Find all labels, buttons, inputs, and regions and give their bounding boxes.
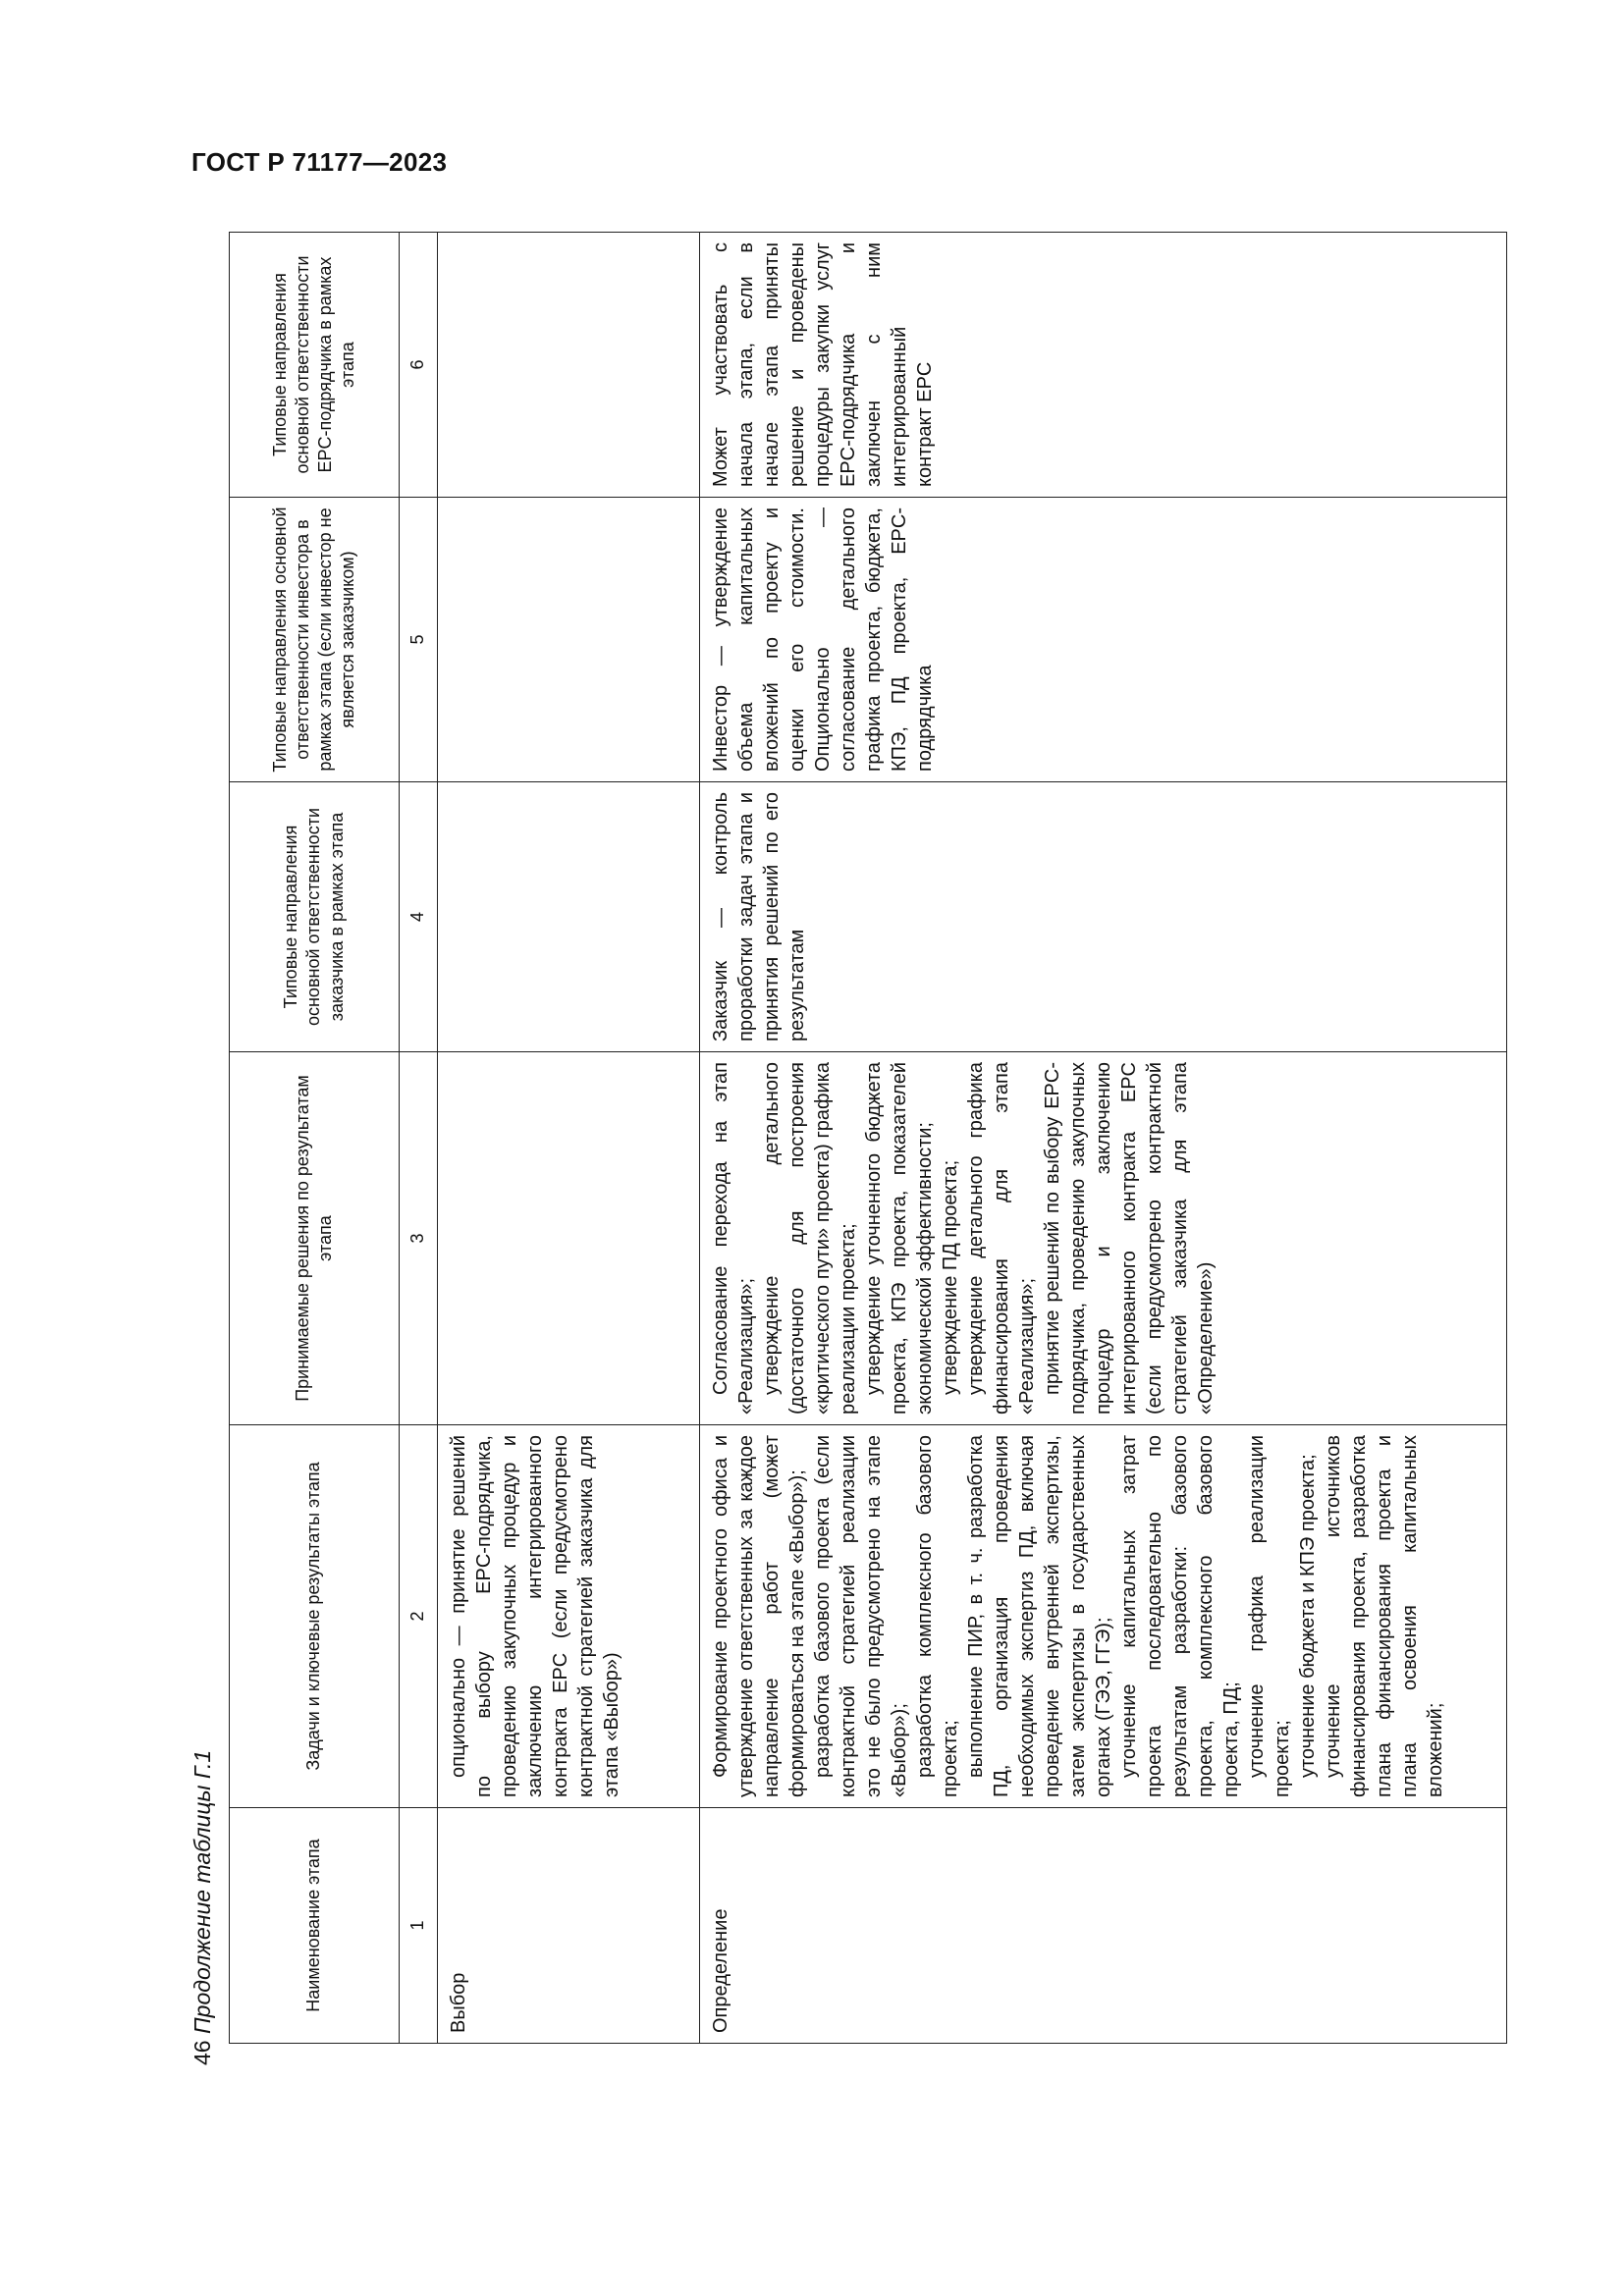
decision-paragraph: утверждение детального (достаточного для построения «критического пути» проекта) графика реализации проекта; — [761, 1062, 859, 1415]
rotated-table-container — [229, 233, 1486, 2044]
document-header: ГОСТ Р 71177—2023 — [191, 147, 448, 177]
decisions-cell — [438, 1052, 700, 1425]
tasks-cell — [438, 1425, 700, 1808]
column-number: 6 — [400, 233, 438, 498]
column-header: Наименование этапа — [230, 1808, 400, 2044]
task-paragraph: уточнение бюджета и КПЭ проекта; — [1297, 1454, 1319, 1778]
task-paragraph: уточнение капитальных затрат проекта последовательно по результатам разработки: базового проекта, комплексного базового проекта, ПД; — [1118, 1435, 1242, 1797]
decision-paragraph: утверждение уточненного бюджета проекта, КПЭ проекта, показателей экономической эффективности; — [863, 1062, 936, 1415]
table-continuation-caption: Продолжение таблицы Г.1 — [189, 1749, 215, 2034]
column-header: Типовые направления основной ответственности EPC-подрядчика в рамках этапа — [230, 233, 400, 498]
stage-name-cell: Выбор — [438, 1808, 700, 2044]
column-header: Задачи и ключевые результаты этапа — [230, 1425, 400, 1808]
tasks-cell — [700, 1425, 1507, 1808]
table-row-vybor — [438, 233, 700, 2044]
table-row-opredelenie — [700, 233, 1507, 2044]
task-paragraph: разработка базового проекта (если контрактной стратегией реализации это не было предусмотрено на этапе «Выбор»); — [812, 1435, 910, 1797]
column-number: 3 — [400, 1052, 438, 1425]
column-number: 2 — [400, 1425, 438, 1808]
task-paragraph: выполнение ПИР, в т. ч. разработка ПД, организация проведения необходимых экспертиз ПД, включая проведение внутренней экспертизы, затем экспертизы в государственных органах (ГЭЭ, ГГЭ); — [965, 1435, 1114, 1797]
task-paragraph: Формирование проектного офиса и утверждение ответственных за каждое направление работ (может формироваться на этапе «Выбор»); — [710, 1435, 808, 1797]
column-number: 1 — [400, 1808, 438, 2044]
page-number: 46 — [189, 2040, 215, 2065]
column-number: 4 — [400, 782, 438, 1052]
decision-paragraph: Согласование перехода на этап «Реализация»; — [710, 1062, 757, 1415]
investor-cell — [438, 498, 700, 782]
task-paragraph: опционально — принятие решений по выбору EPC-подрядчика, проведению закупочных процедур и заключению интегрированного контракта EPC (если предусмотрено контрактной стратегией заказчика для этапа «Выбор») — [448, 1435, 623, 1797]
table-header-row — [230, 233, 400, 2044]
column-number: 5 — [400, 498, 438, 782]
customer-cell — [438, 782, 700, 1052]
column-header: Типовые направления основной ответственности заказчика в рамках этапа — [230, 782, 400, 1052]
column-header: Принимаемые решения по результатам этапа — [230, 1052, 400, 1425]
investor-cell: Инвестор — утверждение объема капитальных вложений по проекту и оценки его стоимости. Опционально — согласование детального графика проекта, бюджета, КПЭ, ПД проекта, EPC-подрядчика — [700, 498, 1507, 782]
stage-name-cell: Определение — [700, 1808, 1507, 2044]
decisions-cell — [700, 1052, 1507, 1425]
epc-cell: Может участвовать с начала этапа, если в начале этапа приняты решение и проведены процедуры закупки услуг EPC-подрядчика и заключен с ним интегрированный контракт EPC — [700, 233, 1507, 498]
customer-cell: Заказчик — контроль проработки задач этапа и принятия решений по его результатам — [700, 782, 1507, 1052]
task-paragraph: уточнение источников финансирования проекта, разработка плана финансирования проекта и плана освоения капитальных вложений; — [1323, 1435, 1446, 1797]
epc-cell — [438, 233, 700, 498]
decision-paragraph: принятие решений по выбору EPC-подрядчика, проведению закупочных процедур и заключению интегрированного контракта EPC (если предусмотрено контрактной стратегией заказчика для этапа «Определение») — [1042, 1062, 1217, 1415]
task-paragraph: уточнение графика реализации проекта; — [1246, 1435, 1293, 1797]
task-paragraph: разработка комплексного базового проекта; — [914, 1435, 961, 1797]
decision-paragraph: утверждение детального графика финансирования для этапа «Реализация»; — [965, 1062, 1038, 1415]
table-g1 — [229, 232, 1507, 2044]
decision-paragraph: утверждение ПД проекта; — [940, 1159, 961, 1395]
column-header: Типовые направления основной ответственности инвестора в рамках этапа (если инвестор не является заказчиком) — [230, 498, 400, 782]
column-number-row — [400, 233, 438, 2044]
